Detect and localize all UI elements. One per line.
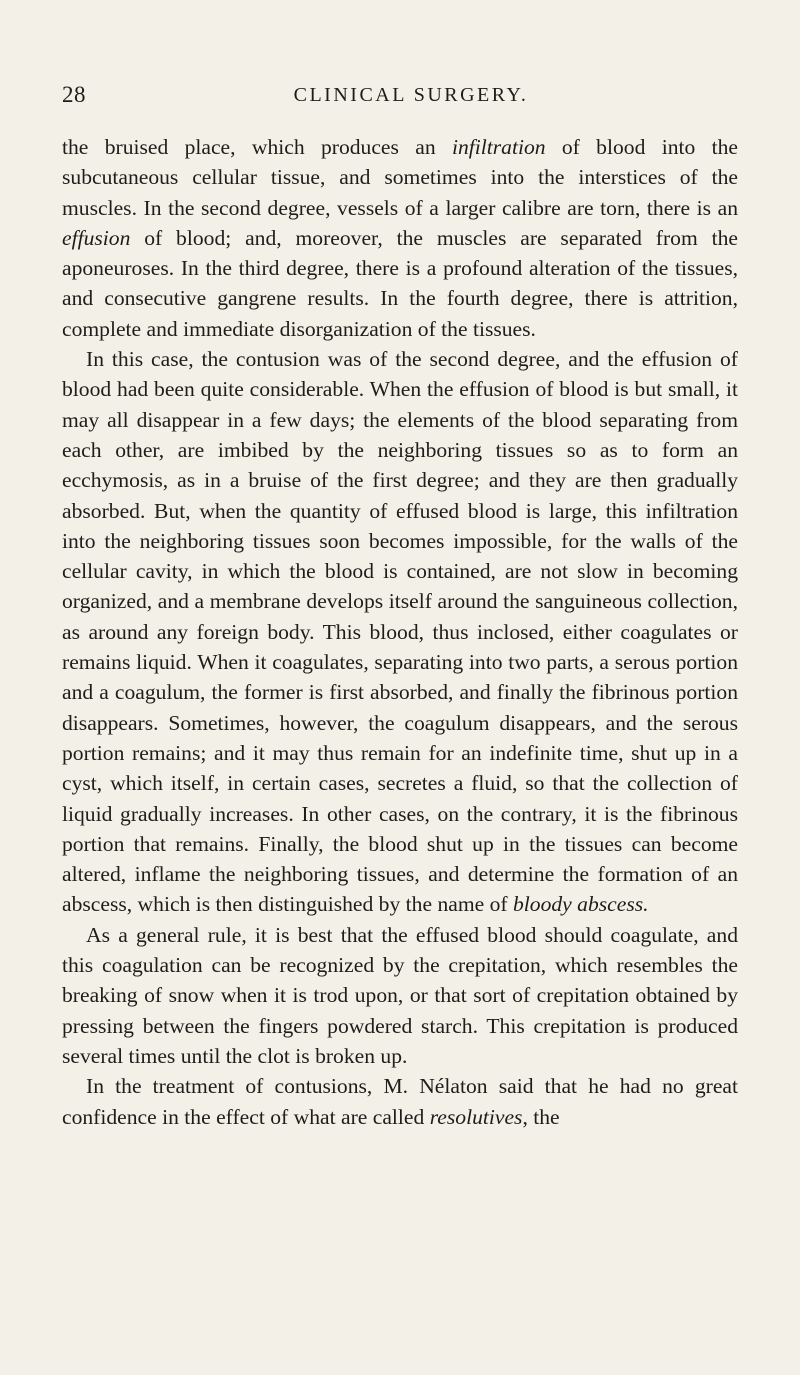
paragraph-1-text-2: of blood into the subcutaneous cellular tissue, and sometimes into the interstices of the muscles. In the second degree, vessels of a larger calibre are torn, there is an [62,135,738,220]
running-head: CLINICAL SURGERY. [293,84,529,106]
paragraph-1-text-3: of blood; and, moreover, the muscles are separated from the aponeuroses. In the third degree, there is a profound alteration of the tissues, and consecutive gangrene results. In the fourth degree, there is attrition, complete and immediate disorganization of the tissues. [62,225,738,341]
paragraph-4-text-2: , the [522,1104,560,1129]
paragraph-4-italic-1: resolutives [429,1104,523,1129]
paragraph-1-italic-2: effusion [62,225,131,250]
paragraph-4-text-1: In the treatment of contusions, M. Nélaton said that he had no great confidence in the effect of what are called [62,1074,738,1129]
paragraph-3 [62,920,738,1071]
paragraph-2-text-1: In this case, the contusion was of the second degree, and the effusion of blood had been quite considerable. When the effusion of blood is but small, it may all disappear in a few days; the elements of the blood separating from each other, are imbibed by the neighboring tissues so as to form an ecchymosis, as in a bruise of the first degree; and they are then gradually absorbed. But, when the quantity of effused blood is large, this infiltration into the neighboring tissues soon becomes impossible, for the walls of the cellular cavity, in which the blood is contained, are not slow in becoming organized, and a membrane develops itself around the sanguineous collection, as around any foreign body. This blood, thus inclosed, either coagulates or remains liquid. When it coagulates, separating into two parts, a serous portion and a coagulum, the former is first absorbed, and finally the fibrinous portion disappears. Sometimes, however, the coagulum disappears, and the serous portion remains; and it may thus remain for an indefinite time, shut up in a cyst, which itself, in certain cases, secretes a fluid, so that the collection of liquid gradually increases. In other cases, on the contrary, it is the fibrinous portion that remains. Finally, the blood shut up in the tissues can become altered, inflame the neighboring tissues, and determine the formation of an abscess, which is then distinguished by the name of [62,347,738,917]
paragraph-4 [62,1071,738,1132]
paragraph-1-text-1: the bruised place, which produces an [62,135,452,159]
paragraph-1-italic-1: infiltration [451,135,546,159]
paragraph-3-text-1: As a general rule, it is best that the effused blood should coagulate, and this coagulation can be recognized by the crepitation, which resembles the breaking of snow when it is trod upon, or that sort of crepitation obtained by pressing between the fingers powdered starch. This crepitation is produced several times until the clot is broken up. [62,922,738,1068]
body-text [62,132,738,1132]
paragraph-1 [62,132,738,344]
paragraph-2-italic-1: bloody abscess. [513,892,649,917]
paragraph-2 [62,344,738,920]
page-header [62,82,742,112]
page-number: 28 [62,82,86,107]
